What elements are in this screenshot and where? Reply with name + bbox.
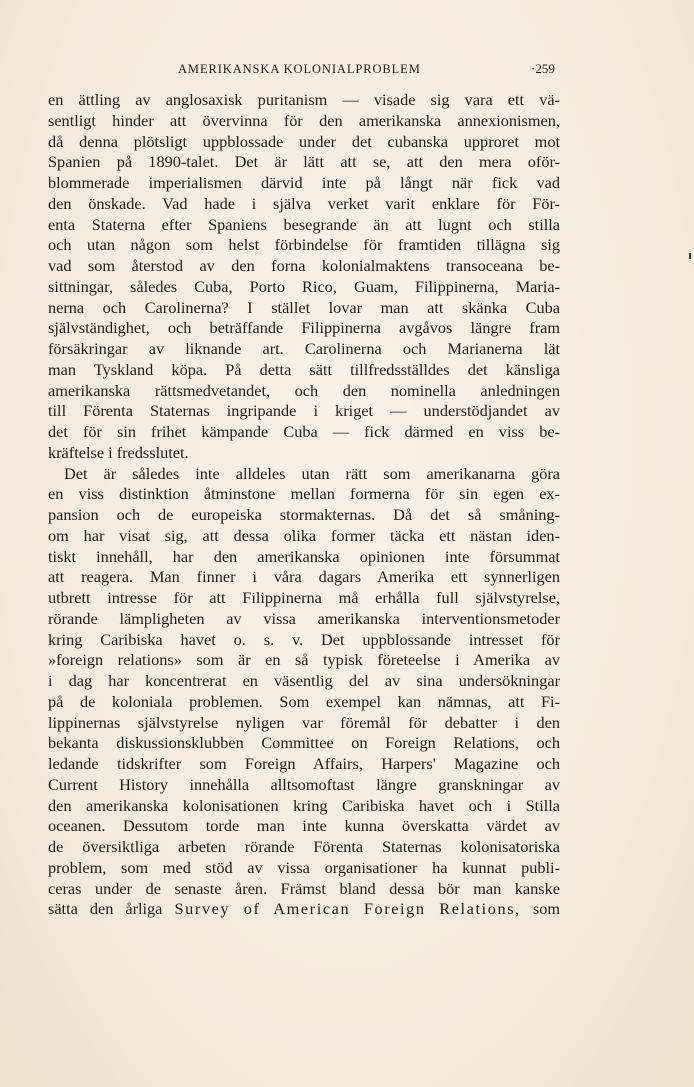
- text-line: i dag har koncentrerat en väsentlig del av sina undersökningar: [48, 671, 560, 690]
- text-line: utbrett intresse för att Filippinerna må erhålla full självstyrelse,: [48, 588, 560, 607]
- text-line: då denna plötsligt uppblossade under det cubanska upproret mot: [48, 131, 560, 151]
- text-line: nerna och Carolinerna? I stället lovar man att skänka Cuba: [48, 297, 560, 317]
- final-line-suffix: som: [532, 899, 561, 919]
- spaced-title-survey: Survey of American Foreign Relations,: [174, 899, 521, 919]
- text-line: och utan någon som helst förbindelse för framtiden tillägna sig: [48, 235, 560, 255]
- page-number: ·259: [531, 61, 555, 76]
- margin-mark: [689, 253, 691, 259]
- text-line: till Förenta Staternas ingripande i kriget — understödjandet av: [48, 401, 560, 421]
- text-line: rörande lämpligheten av vissa amerikanska interventionsmetoder: [48, 608, 560, 628]
- text-line: ledande tidskrifter som Foreign Affairs, Harpers' Magazine och: [48, 754, 560, 773]
- text-line: det för sin frihet kämpande Cuba — fick därmed en viss be-: [48, 422, 560, 441]
- text-line: på de koloniala problemen. Som exempel kan nämnas, att Fi-: [48, 691, 560, 711]
- text-line: amerikanska rättsmedvetandet, och den nominella anledningen: [48, 380, 560, 400]
- text-line: självständighet, och beträffande Filippinerna avgåvos längre fram: [48, 318, 560, 338]
- paragraph-start-line: Det är således inte alldeles utan rätt som amerikanarna göra: [64, 463, 560, 483]
- running-head-title: AMERIKANSKA KOLONIALPROBLEM: [178, 62, 421, 76]
- text-line: pansion och de europeiska stormakternas. Då det så småning-: [48, 505, 560, 524]
- text-line: att reagera. Man finner i våra dagars Amerika ett synnerligen: [48, 567, 560, 587]
- text-line: tiskt innehåll, har den amerikanska opinionen inte försummat: [48, 546, 560, 566]
- text-line: sittningar, således Cuba, Porto Rico, Guam, Filippinerna, Maria-: [48, 276, 560, 296]
- final-text-line: [48, 899, 560, 920]
- text-line: den amerikanska kolonisationen kring Caribiska havet och i Stilla: [48, 795, 560, 815]
- text-line: vad som återstod av den forna kolonialmaktens transoceana be-: [48, 256, 560, 275]
- text-line: försäkringar av liknande art. Carolinerna och Marianerna lät: [48, 339, 560, 358]
- text-line: den önskade. Vad hade i själva verket varit enklare för För-: [48, 193, 560, 213]
- text-line: »foreign relations» som är en så typisk företeelse i Amerika av: [48, 650, 560, 670]
- text-line: kring Caribiska havet o. s. v. Det uppblossande intresset för: [48, 629, 560, 649]
- text-line: Spanien på 1890-talet. Det är lätt att se, att den mera oför-: [48, 152, 560, 172]
- text-line: enta Staterna efter Spaniens besegrande än att lugnt och stilla: [48, 214, 560, 234]
- text-line: de översiktliga arbeten rörande Förenta Staternas kolonisatoriska: [48, 837, 560, 856]
- text-line: man Tyskland köpa. På detta sätt tillfredsställdes det känsliga: [48, 359, 560, 379]
- text-line: sentligt hinder att övervinna för den amerikanska annexionismen,: [48, 110, 560, 130]
- body-text: [48, 90, 560, 920]
- text-line: ceras under de senaste åren. Främst bland dessa bör man kanske: [48, 878, 560, 898]
- text-line: om har visat sig, att dessa olika former täcka ett nästan iden-: [48, 525, 560, 545]
- text-line: lippinernas självstyrelse nyligen var föremål för debatter i den: [48, 712, 560, 732]
- paragraph-end-line: kräftelse i fredsslutet.: [48, 442, 189, 462]
- text-line: problem, som med stöd av vissa organisationer ha kunnat publi-: [48, 857, 560, 877]
- text-line: Current History innehålla alltsomoftast längre granskningar av: [48, 774, 560, 794]
- text-line: bekanta diskussionsklubben Committee on Foreign Relations, och: [48, 733, 560, 753]
- text-line: blommerade imperialismen därvid inte på långt när fick vad: [48, 173, 560, 192]
- text-line: en viss distinktion åtminstone mellan formerna för sin egen ex-: [48, 484, 560, 504]
- text-line: oceanen. Dessutom torde man inte kunna överskatta värdet av: [48, 816, 560, 836]
- final-line-prefix: sätta den årliga: [48, 899, 163, 919]
- text-line: en ättling av anglosaxisk puritanism — visade sig vara ett vä-: [48, 90, 560, 109]
